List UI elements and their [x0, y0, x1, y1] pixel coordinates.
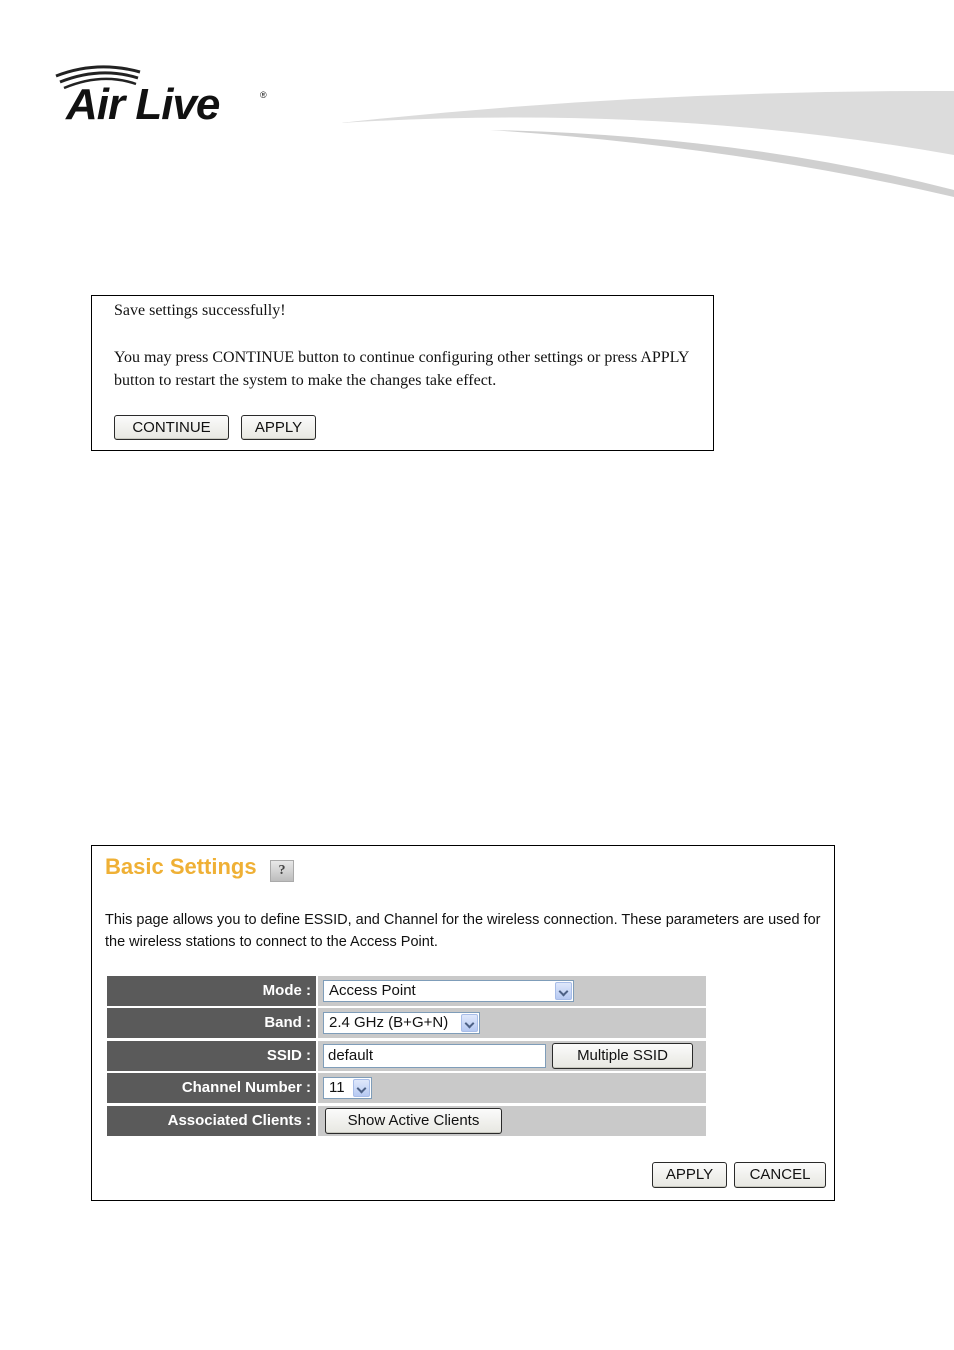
chevron-down-icon[interactable] [555, 982, 572, 1000]
band-select[interactable] [323, 1012, 480, 1034]
multiple-ssid-button[interactable]: Multiple SSID [552, 1043, 693, 1069]
show-active-clients-button[interactable]: Show Active Clients [325, 1108, 502, 1134]
ssid-label: SSID : [107, 1041, 316, 1071]
logo-text: Air Live [66, 80, 220, 129]
page-title: Basic Settings [105, 854, 257, 879]
page-description: This page allows you to define ESSID, and Channel for the wireless connection. These parameters are used for the wireless stations to connect to the Access Point. [105, 912, 821, 950]
save-message: You may press CONTINUE button to continue configuring other settings or press APPLY button to restart the system to make the changes take effect. [114, 349, 689, 389]
mode-value: Access Point [329, 982, 416, 999]
logo-registered-mark: ® [260, 90, 267, 100]
channel-row [107, 1073, 706, 1103]
band-value: 2.4 GHz (B+G+N) [329, 1014, 449, 1031]
band-label: Band : [107, 1008, 316, 1038]
ssid-input[interactable]: default [323, 1044, 546, 1068]
band-row [107, 1008, 706, 1038]
ssid-row [107, 1041, 706, 1071]
clients-row [107, 1106, 706, 1136]
chevron-down-icon[interactable] [353, 1079, 370, 1097]
airlive-logo [52, 62, 282, 132]
save-settings-panel [91, 295, 714, 451]
mode-row [107, 976, 706, 1006]
chevron-down-icon[interactable] [461, 1014, 478, 1032]
channel-label: Channel Number : [107, 1073, 316, 1103]
mode-label: Mode : [107, 976, 316, 1006]
header-swoosh [340, 85, 954, 200]
mode-select[interactable] [323, 980, 574, 1002]
basic-settings-panel [91, 845, 835, 1201]
save-apply-button[interactable]: APPLY [241, 415, 316, 440]
help-icon[interactable]: ? [270, 860, 294, 882]
save-title: Save settings successfully! [114, 302, 286, 319]
channel-value: 11 [329, 1079, 345, 1096]
clients-label: Associated Clients : [107, 1106, 316, 1136]
channel-select[interactable] [323, 1077, 372, 1099]
continue-button[interactable]: CONTINUE [114, 415, 229, 440]
apply-button[interactable]: APPLY [652, 1162, 727, 1188]
cancel-button[interactable]: CANCEL [734, 1162, 826, 1188]
